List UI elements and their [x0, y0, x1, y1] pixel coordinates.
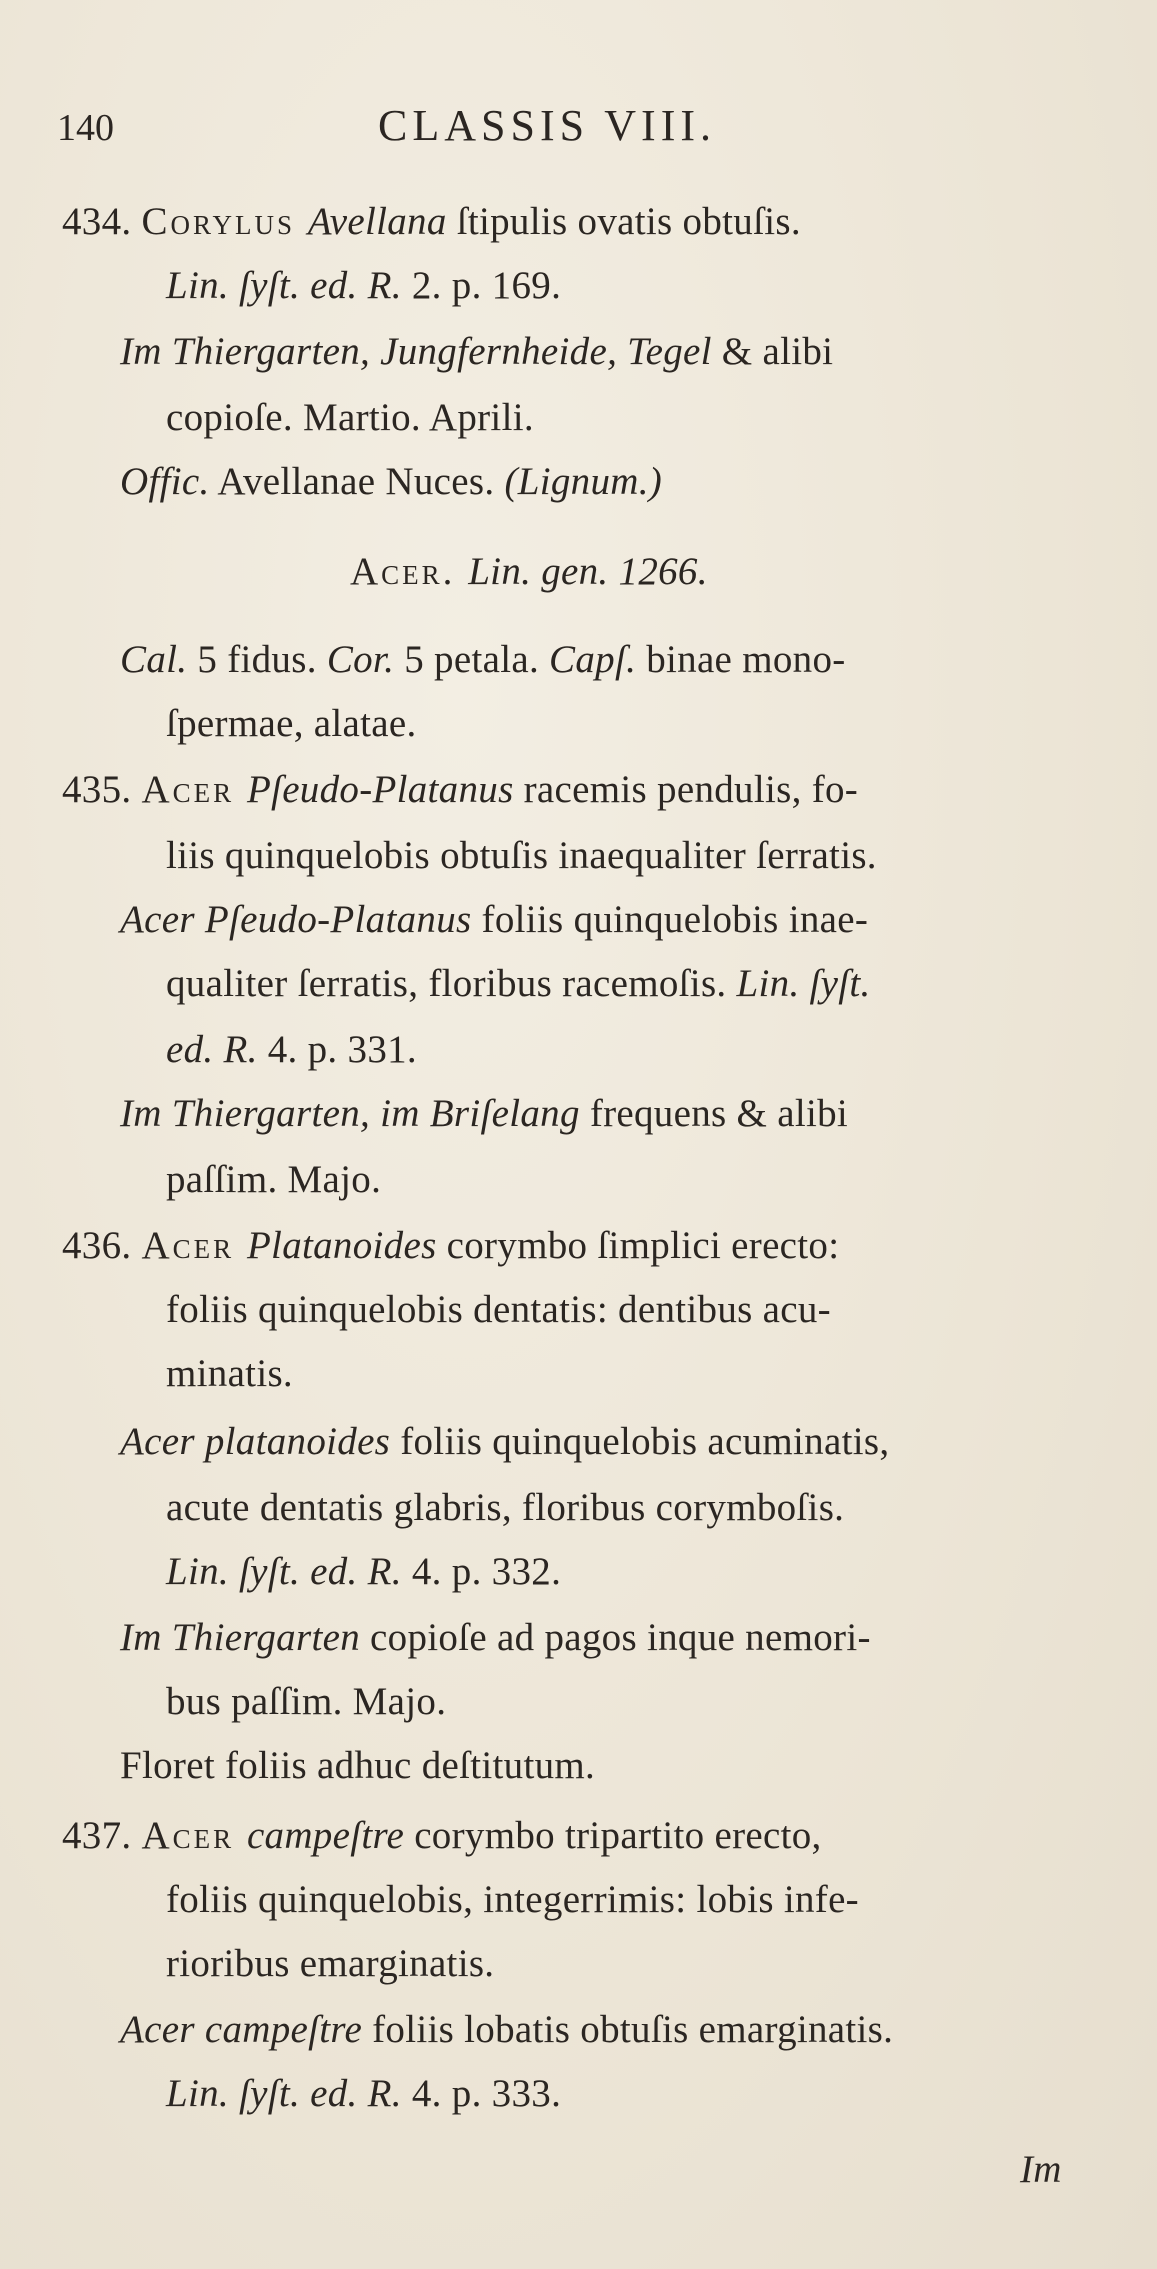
text-run: 5 petala.: [394, 638, 550, 681]
text-line: [120, 1418, 889, 1466]
text-run: (Lignum.): [504, 460, 663, 503]
text-line: [1020, 2146, 1062, 2194]
text-run: Im: [1020, 2148, 1062, 2191]
text-line: [166, 1678, 446, 1726]
running-title: CLASSIS VIII.: [378, 101, 717, 150]
text-run: Cor.: [326, 638, 395, 681]
text-run: Capſ.: [549, 638, 637, 681]
text-run: Im Thiergarten, Jungfernheide, Tegel: [120, 330, 712, 373]
text-run: 435.: [62, 768, 142, 811]
text-line: [120, 896, 868, 944]
text-run: Corylus: [141, 200, 308, 243]
text-line: [62, 1222, 839, 1270]
text-run: Lin. gen.: [468, 550, 609, 593]
text-run: 434.: [62, 200, 142, 243]
text-line: [166, 1350, 293, 1398]
text-run: corymbo tripartito erecto,: [404, 1814, 822, 1857]
text-line: [62, 1812, 822, 1860]
text-run: 4. p. 332.: [401, 1550, 562, 1593]
text-line: [166, 960, 871, 1008]
text-line: [166, 1484, 844, 1532]
text-line: [166, 1876, 859, 1924]
text-run: 5 fidus.: [187, 638, 327, 681]
text-line: [166, 700, 417, 748]
text-run: Platanoides: [246, 1224, 437, 1267]
text-line: [166, 1548, 561, 1596]
text-run: acute dentatis glabris, floribus corymboſis.: [166, 1486, 845, 1529]
text-run: foliis lobatis obtuſis emarginatis.: [362, 2008, 894, 2051]
text-run: copioſe ad pagos inque nemori-: [360, 1616, 871, 1659]
text-line: [120, 636, 846, 684]
text-line: [166, 1286, 831, 1334]
text-line: [166, 1026, 417, 1074]
text-line: [120, 1090, 848, 1138]
text-run: Avellana: [307, 200, 447, 243]
text-run: Acer platanoides: [120, 1420, 391, 1463]
text-line: [120, 1742, 595, 1790]
text-line: [166, 1156, 381, 1204]
text-run: bus paſſim. Majo.: [166, 1680, 447, 1723]
text-run: campeſtre: [246, 1814, 405, 1857]
text-run: 437.: [62, 1814, 142, 1857]
text-run: corymbo ſimplici erecto:: [436, 1224, 840, 1267]
text-run: foliis quinquelobis, integerrimis: lobis infe-: [166, 1878, 859, 1921]
text-run: 4. p. 333.: [401, 2072, 562, 2115]
text-line: [120, 2006, 893, 2054]
text-run: Acer.: [350, 550, 469, 593]
text-run: Pſeudo-Platanus: [246, 768, 514, 811]
text-run: Acer: [141, 768, 247, 811]
text-run: ed. R.: [166, 1028, 258, 1071]
text-run: Lin. ſyſt. ed. R.: [166, 1550, 402, 1593]
text-run: 2. p. 169.: [401, 264, 562, 307]
text-run: 436.: [62, 1224, 142, 1267]
text-run: Offic.: [120, 460, 210, 503]
text-line: [166, 394, 534, 442]
text-run: ſpermae, alatae.: [166, 702, 417, 745]
text-run: 4. p. 331.: [257, 1028, 417, 1071]
text-run: Floret foliis adhuc deſtitutum.: [120, 1744, 596, 1787]
text-run: rioribus emarginatis.: [166, 1942, 495, 1985]
text-run: Lin. ſyſt.: [736, 962, 871, 1005]
text-run: liis quinquelobis obtuſis inaequaliter ſerratis.: [166, 834, 877, 877]
text-run: Acer: [141, 1224, 247, 1267]
text-run: racemis pendulis, fo-: [513, 768, 859, 811]
text-run: binae mono-: [636, 638, 846, 681]
text-run: qualiter ſerratis, floribus racemoſis.: [166, 962, 737, 1005]
text-run: copioſe. Martio. Aprili.: [166, 396, 534, 439]
text-run: minatis.: [166, 1352, 293, 1395]
text-run: foliis quinquelobis acuminatis,: [390, 1420, 890, 1463]
text-run: foliis quinquelobis dentatis: dentibus acu-: [166, 1288, 831, 1331]
text-line: [62, 766, 858, 814]
text-run: frequens & alibi: [579, 1092, 849, 1135]
text-run: Acer Pſeudo-Platanus: [120, 898, 472, 941]
text-line: [120, 1614, 871, 1662]
text-run: paſſim. Majo.: [166, 1158, 382, 1201]
text-run: Im Thiergarten, im Briſelang: [120, 1092, 580, 1135]
text-run: Lin. ſyſt. ed. R.: [166, 264, 402, 307]
text-line: [62, 198, 801, 246]
text-run: & alibi: [711, 330, 834, 373]
text-run: Acer: [141, 1814, 247, 1857]
page-number: 140: [57, 107, 114, 149]
text-run: foliis quinquelobis inae-: [471, 898, 869, 941]
text-line: [166, 262, 561, 310]
text-line: [166, 1940, 494, 1988]
text-run: Im Thiergarten: [120, 1616, 360, 1659]
text-line: [166, 2070, 561, 2118]
text-run: Acer campeſtre: [120, 2008, 363, 2051]
text-run: Cal.: [120, 638, 188, 681]
text-run: Lin. ſyſt. ed. R.: [166, 2072, 402, 2115]
text-line: [350, 548, 708, 596]
text-run: Avellanae Nuces.: [209, 460, 505, 503]
text-run: 1266.: [608, 550, 708, 593]
text-line: [120, 458, 662, 506]
text-line: [120, 328, 833, 376]
text-line: [166, 832, 877, 880]
text-run: ſtipulis ovatis obtuſis.: [446, 200, 801, 243]
